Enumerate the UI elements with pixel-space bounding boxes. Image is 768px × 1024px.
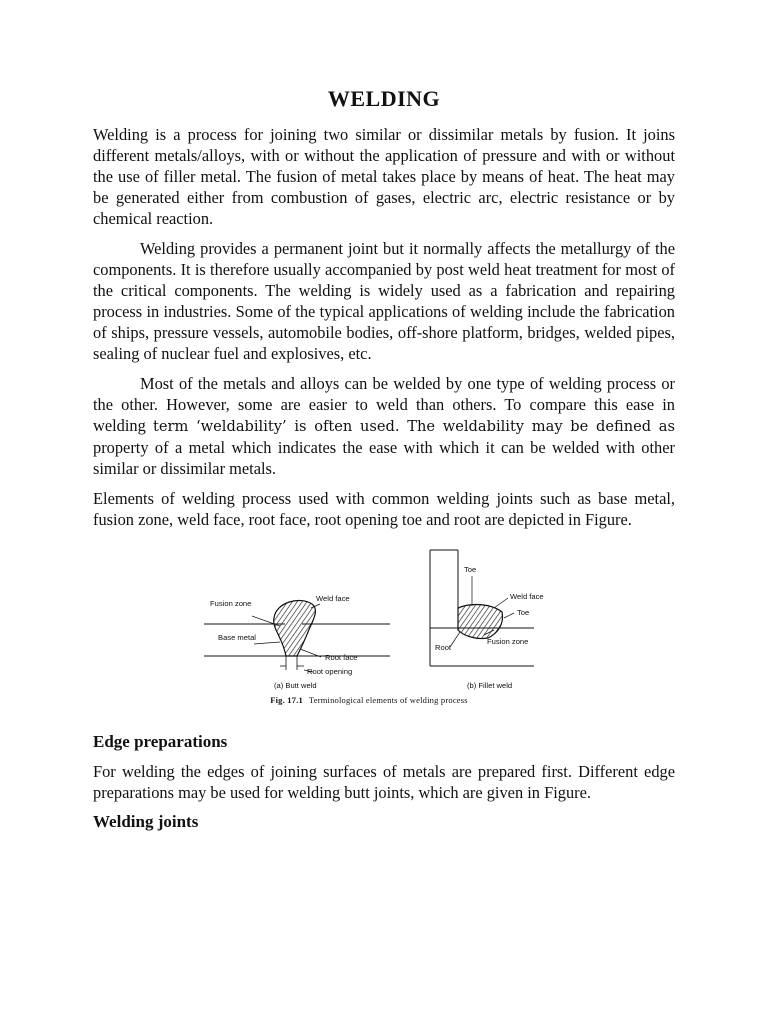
- caption-butt-weld: (a) Butt weld: [274, 681, 317, 690]
- paragraph-elements: Elements of welding process used with common welding joints such as base metal, fusion zone, weld face, root face, root opening toe and root are depicted in Figure.: [93, 489, 675, 529]
- paragraph-intro: Welding is a process for joining two similar or dissimilar metals by fusion. It joins different metals/alloys, with or without the application of pressure and with or without the use of filler metal. The fusion of metal takes place by means of heat. The heat may be generated either from combustion of gases, electric arc, electric resistance or by chemical reaction.: [93, 125, 675, 228]
- label-fusion-zone: Fusion zone: [210, 599, 252, 608]
- figure-title: Terminological elements of welding process: [308, 695, 468, 705]
- weldability-text-c: property of a metal which indicates the ease with which it can be welded with other similar or dissimilar metals.: [93, 438, 675, 478]
- heading-edge-preparations: Edge preparations: [93, 732, 228, 751]
- label-fillet-fusion-zone: Fusion zone: [487, 637, 529, 646]
- label-root-face: Root face: [325, 653, 358, 662]
- paragraph-edge-preparations: For welding the edges of joining surfaces of metals are prepared first. Different edge preparations may be used for welding butt joints, which are given in Figure.: [93, 762, 675, 802]
- figure-number: Fig. 17.1: [270, 695, 303, 705]
- caption-fillet-weld: (b) Fillet weld: [467, 681, 513, 690]
- label-root: Root: [435, 643, 452, 652]
- label-toe-right: Toe: [517, 608, 530, 617]
- label-base-metal: Base metal: [218, 633, 256, 642]
- figure-caption: [204, 695, 534, 705]
- heading-welding-joints: Welding joints: [93, 812, 199, 831]
- butt-weld-diagram: [204, 594, 390, 690]
- welding-diagram: [204, 546, 544, 696]
- label-fillet-weld-face: Weld face: [510, 592, 544, 601]
- paragraph-weldability: [93, 373, 675, 479]
- page-title: WELDING: [327, 86, 441, 111]
- weldability-text-a: Most of the metals and alloys can be welded by one type of welding process or the other. However, some are easier to weld than others. To compare this ease in welding: [93, 374, 675, 435]
- fillet-weld-diagram: [430, 550, 544, 690]
- label-toe-top: Toe: [464, 565, 477, 574]
- label-root-opening: Root opening: [307, 667, 353, 676]
- weldability-text-b: term ‘weldability’ is often used. The weldability may be defined as: [153, 418, 675, 435]
- label-weld-face: Weld face: [316, 594, 350, 603]
- welding-figure: [204, 546, 544, 718]
- paragraph-applications: Welding provides a permanent joint but it normally affects the metallurgy of the components. It is therefore usually accompanied by post weld heat treatment for most of the critical components. The welding is widely used as a fabrication and repairing process in industries. Some of the typical applications of welding include the fabrication of ships, pressure vessels, automobile bodies, off-shore platform, bridges, welded pipes, sealing of nuclear fuel and explosives, etc.: [93, 239, 675, 363]
